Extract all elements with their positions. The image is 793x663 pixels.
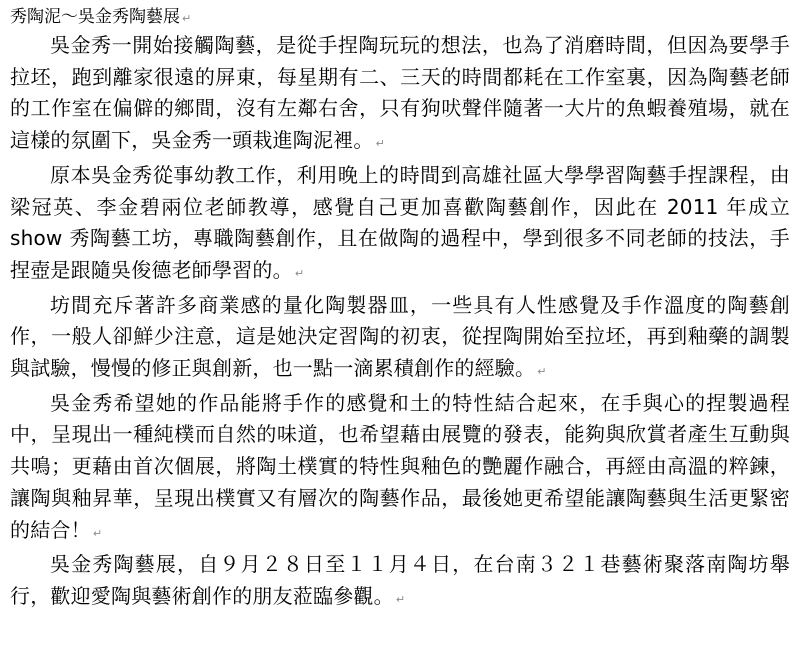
paragraph-1-text: 吳金秀一開始接觸陶藝，是從手捏陶玩玩的想法，也為了消磨時間，但因為要學手拉坯，跑到離家很遠的屏東，每星期有二、三天的時間都耗在工作室裏，因為陶藝老師的工作室在偏僻的鄉間，沒有左鄰右舍，只有狗吠聲伴隨著一大片的魚蝦養殖場，就在這樣的氛圍下，吳金秀一頭栽進陶泥裡。 xyxy=(10,33,790,153)
paragraph-1 xyxy=(10,30,790,160)
paragraph-5 xyxy=(10,549,790,615)
paragraph-mark-icon: ↵ xyxy=(92,526,103,540)
paragraph-4 xyxy=(10,388,790,550)
paragraph-3-text: 坊間充斥著許多商業感的量化陶製器皿，一些具有人性感覺及手作溫度的陶藝創作，一般人卻鮮少注意，這是她決定習陶的初衷，從捏陶開始至拉坯，再到釉藥的調製與試驗，慢慢的修正與創新，也一點一滴累積創作的經驗。 xyxy=(10,292,790,381)
paragraph-mark-icon: ↵ xyxy=(395,592,406,606)
paragraph-mark-icon: ↵ xyxy=(375,137,385,151)
paragraph-3 xyxy=(10,290,790,388)
paragraph-mark-icon: ↵ xyxy=(537,365,547,379)
document-body xyxy=(10,4,790,616)
document-title-text: 秀陶泥～吳金秀陶藝展 xyxy=(10,7,180,27)
paragraph-2-text: 原本吳金秀從事幼教工作，利用晚上的時間到高雄社區大學學習陶藝手捏課程，由梁冠英、李金碧兩位老師教導，感覺自己更加喜歡陶藝創作，因此在 2011 年成立 show 秀陶藝工坊，專職陶藝創作，且在做陶的過程中，學到很多不同老師的技法，手捏壺是跟隨吳俊德老師學習的。 xyxy=(10,162,790,282)
paragraph-4-text: 吳金秀希望她的作品能將手作的感覺和土的特性結合起來，在手與心的捏製過程中，呈現出一種純樸而自然的味道，也希望藉由展覽的發表，能夠與欣賞者產生互動與共鳴；更藉由首次個展，將陶土樸實的特性與釉色的艷麗作融合，再經由高溫的粹鍊，讓陶與釉昇華，呈現出樸實又有層次的陶藝作品，最後她更希望能讓陶藝與生活更緊密的結合！ xyxy=(10,390,790,542)
document-title xyxy=(10,4,790,30)
paragraph-5-text: 吳金秀陶藝展，自９月２８日至１１月４日，在台南３２１巷藝術聚落南陶坊舉行，歡迎愛陶與藝術創作的朋友蒞臨參觀。 xyxy=(10,552,790,608)
paragraph-mark-icon: ↵ xyxy=(182,12,192,25)
paragraph-2 xyxy=(10,160,790,290)
paragraph-mark-icon: ↵ xyxy=(294,266,305,280)
